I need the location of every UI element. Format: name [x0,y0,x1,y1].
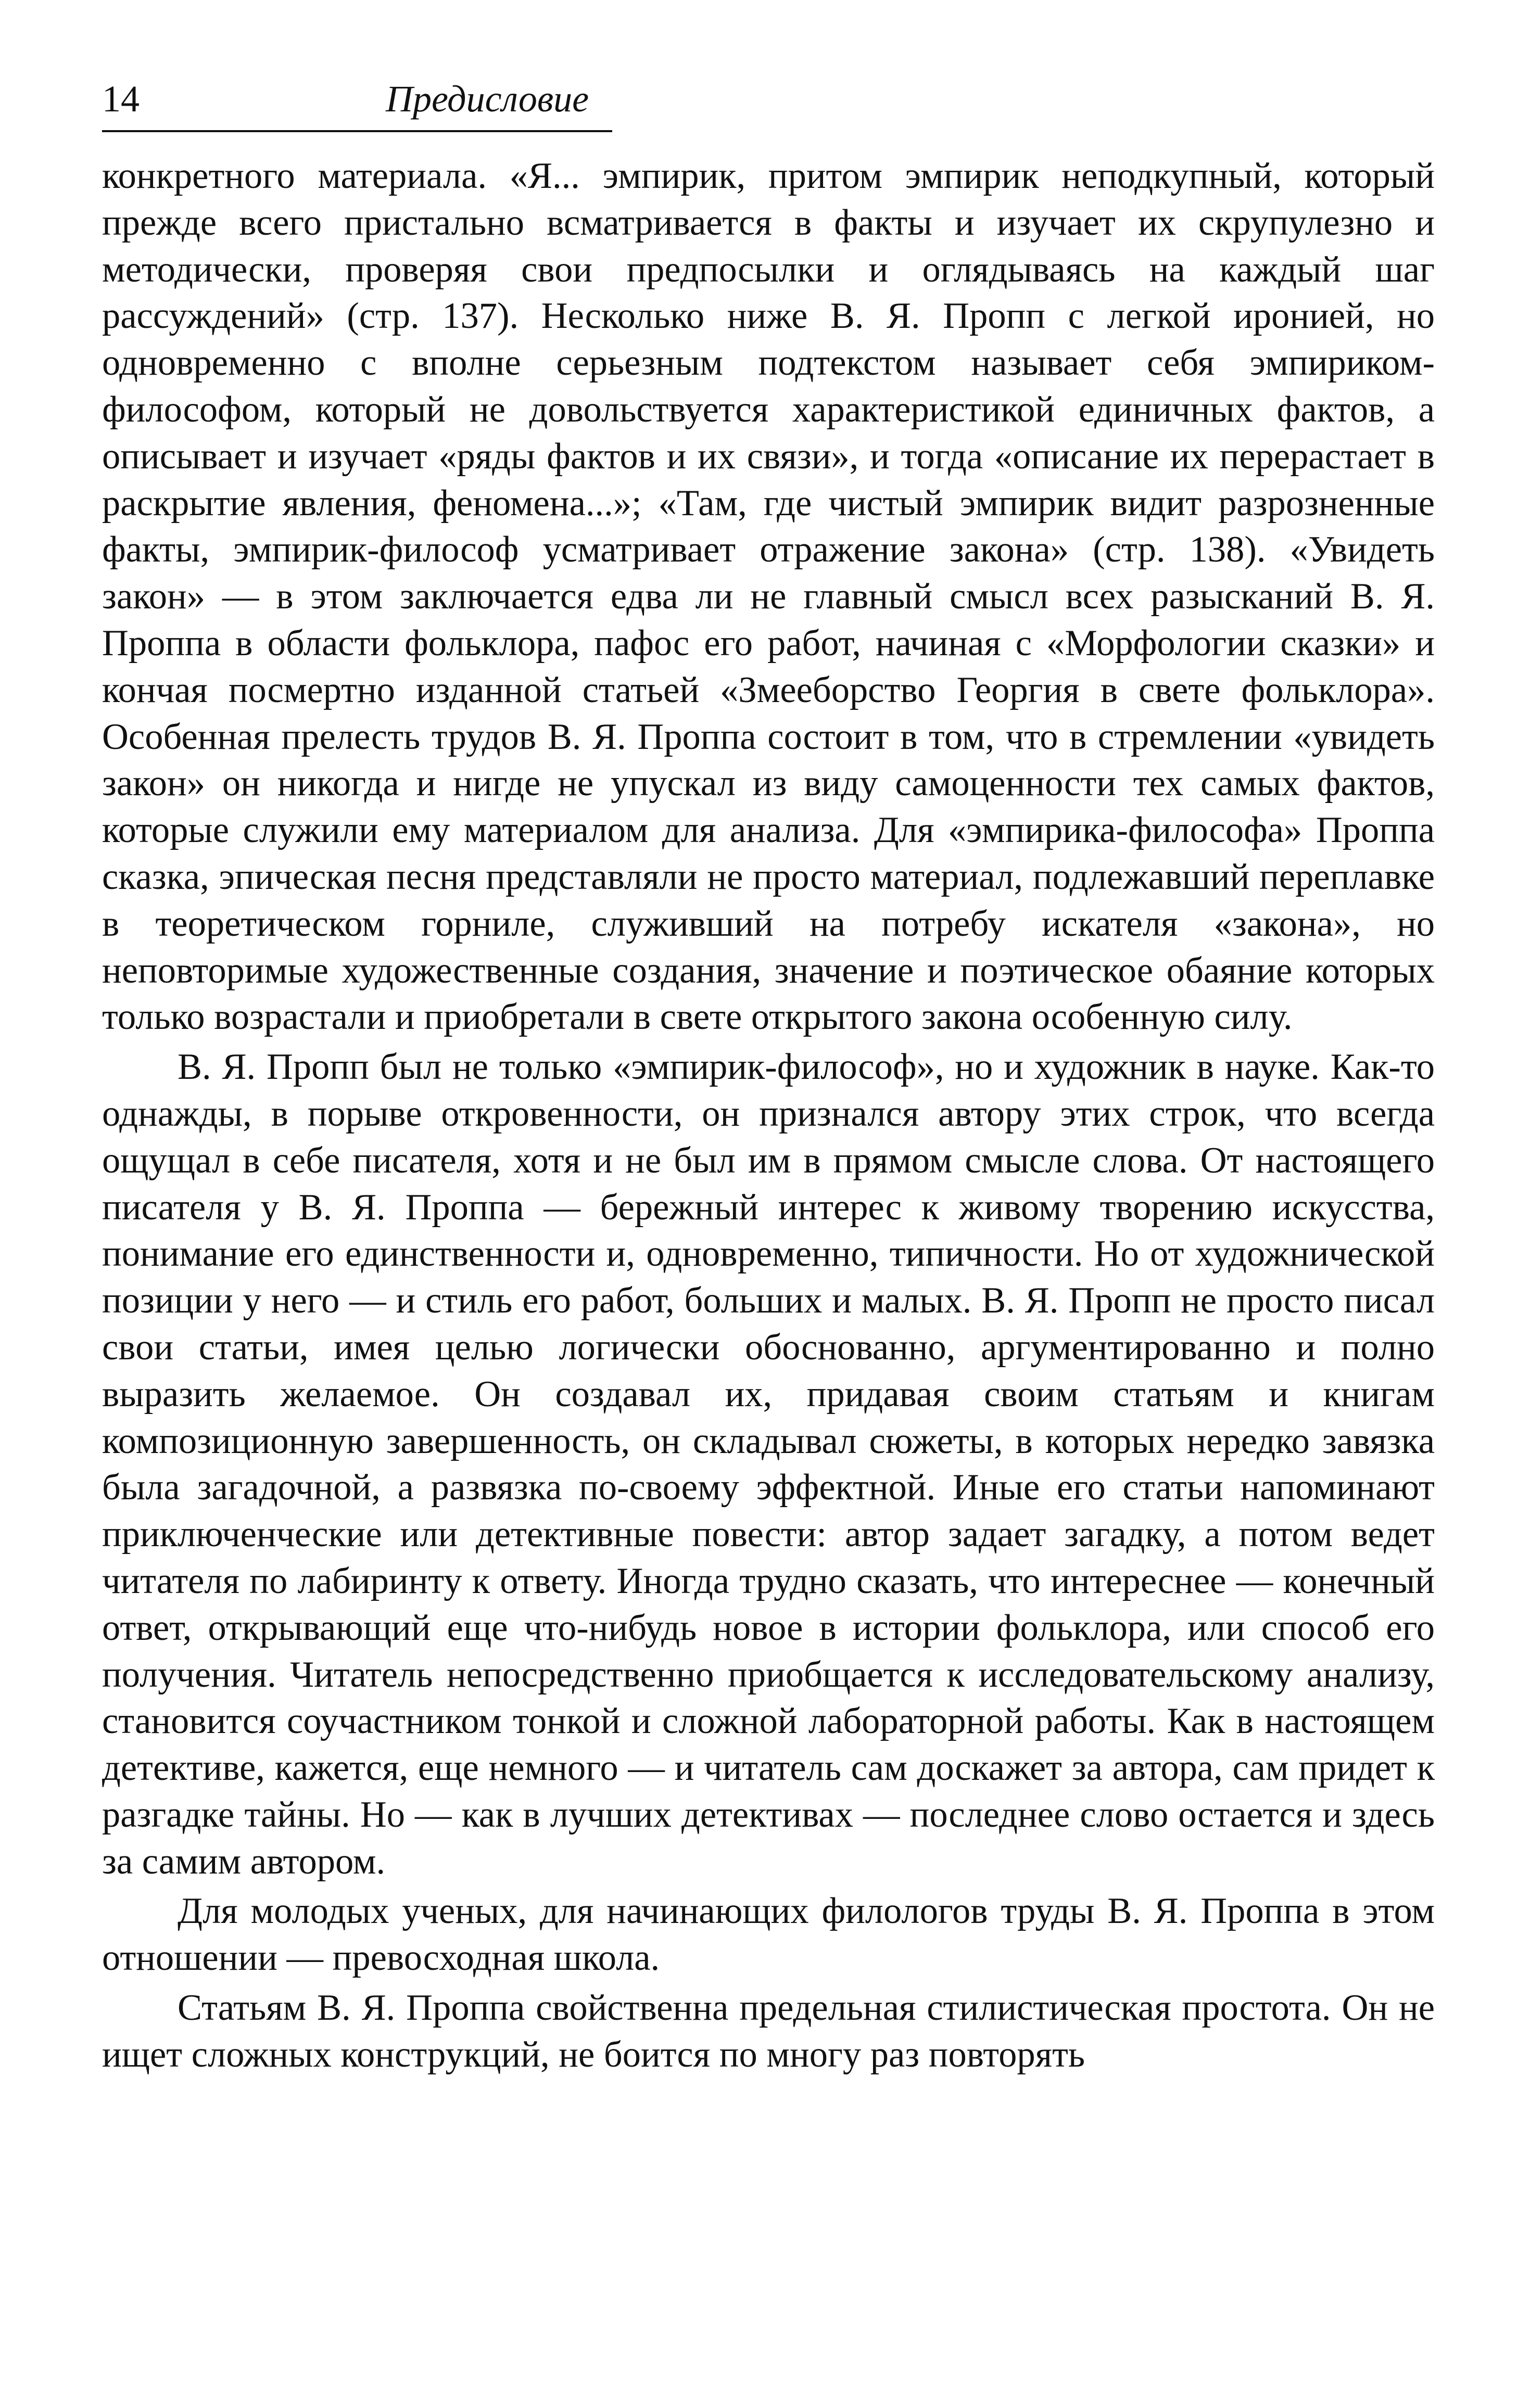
paragraph-young-scholars: Для молодых ученых, для начинающих филологов труды В. Я. Проппа в этом отношении — превосходная школа. [102,1891,1435,1979]
book-page [102,68,1435,2079]
paragraph-continued: конкретного материала. «Я... эмпирик, притом эмпирик неподкупный, который прежде всего пристально всматривается в факты и изучает их скрупулезно и методически, проверяя свои предпосылки и оглядываясь на каждый шаг рассуждений» (стр. 137). Несколько ниже В. Я. Пропп с легкой иронией, но одновременно с вполне серьезным подтекстом называет себя эмпириком-философом, который не довольствуется характеристикой единичных фактов, а описывает и изучает «ряды фактов и их связи», и тогда «описание их перерастает в раскрытие явления, феномена...»; «Там, где чистый эмпирик видит разрозненные факты, эмпирик-философ усматривает отражение закона» (стр. 138). «Увидеть закон» — в этом заключается едва ли не главный смысл всех разысканий В. Я. Проппа в области фольклора, пафос его работ, начиная с «Морфологии сказки» и кончая посмертно изданной статьей «Змееборство Георгия в свете фольклора». Особенная прелесть трудов В. Я. Проппа состоит в том, что в стремлении «увидеть закон» он никогда и нигде не упускал из виду самоценности тех самых фактов, которые служили ему материалом для анализа. Для «эмпирика-философа» Проппа сказка, эпическая песня представляли не просто материал, подлежавший переплавке в теоретическом горниле, служивший на потребу искателя «закона», но неповторимые художественные создания, значение и поэтическое обаяние которых только возрастали и приобретали в свете открытого закона особенную силу. [102,156,1435,1038]
paragraph-style: Статьям В. Я. Проппа свойственна предельная стилистическая простота. Он не ищет сложных конструкций, не боится по многу раз повторять [102,1987,1435,2075]
paragraph-propp-artist: В. Я. Пропп был не только «эмпирик-философ», но и художник в науке. Как-то однажды, в порыве откровенности, он признался автору этих строк, что всегда ощущал в себе писателя, хотя и не был им в прямом смысле слова. От настоящего писателя у В. Я. Проппа — бережный интерес к живому творению искусства, понимание его единственности и, одновременно, типичности. Но от художнической позиции у него — и стиль его работ, больших и малых. В. Я. Пропп не просто писал свои статьи, имея целью логически обоснованно, аргументированно и полно выразить желаемое. Он создавал их, придавая своим статьям и книгам композиционную завершенность, он складывал сюжеты, в которых нередко завязка была загадочной, а развязка по-своему эффектной. Иные его статьи напоминают приключенческие или детективные повести: автор задает загадку, а потом ведет читателя по лабиринту к ответу. Иногда трудно сказать, что интереснее — конечный ответ, открывающий еще что-нибудь новое в истории фольклора, или способ его получения. Читатель непосредственно приобщается к исследовательскому анализу, становится соучастником тонкой и сложной лабораторной работы. Как в настоящем детективе, кажется, еще немного — и читатель сам доскажет за автора, сам придет к разгадке тайны. Но — как в лучших детективах — последнее слово остается и здесь за самим автором. [102,1047,1435,1882]
body-text [102,153,1435,2079]
running-head [102,68,612,132]
section-title: Предисловие [386,78,589,120]
page-number: 14 [102,78,140,120]
